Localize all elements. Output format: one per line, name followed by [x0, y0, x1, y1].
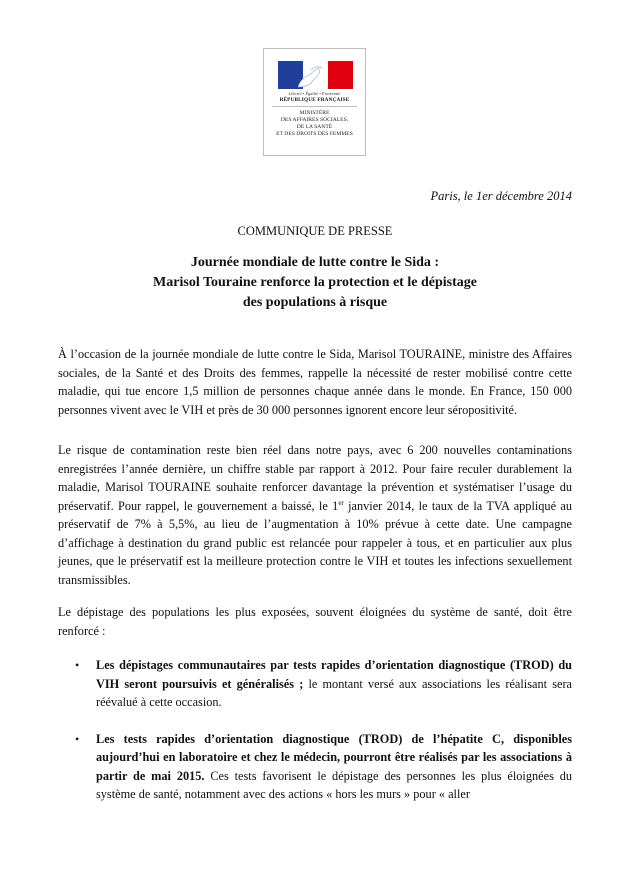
ministry-line: DE LA SANTÉ — [296, 124, 333, 131]
paragraph-intro: À l’occasion de la journée mondiale de lutte contre le Sida, Marisol TOURAINE, ministre des Affaires sociales, de la Santé et des Droits des femmes, rappelle la nécessité de rester mobilisé contre cette maladie, qui tue encore 1,5 million de personnes chaque année dans le monde. En France, 150 000 personnes vivent avec le VIH et près de 30 000 personnes ignorent encore leur séropositivité. — [58, 347, 572, 417]
title-line: Marisol Touraine renforce la protection et le dépistage — [153, 275, 477, 290]
paragraph-text: janvier 2014, le taux de la TVA appliqué au préservatif de 7% à 5,5%, au lieu de l’augmentation à 10% prévue à cette date. Une campagne d’affichage à destination du grand public est relancée pour rappeler à tous, et en particulier aux plus jeunes, que le préservatif est la meilleure protection contre le VIH et toutes les infections sexuellement transmissibles. — [58, 498, 572, 587]
list-item — [58, 730, 572, 804]
paragraph-contamination — [58, 441, 572, 589]
bullet-list — [58, 656, 572, 804]
press-release-kicker: COMMUNIQUE DE PRESSE — [237, 224, 393, 238]
ministry-name — [264, 110, 365, 138]
paragraph-screening: Le dépistage des populations les plus exposées, souvent éloignées du système de santé, doit être renforcé : — [58, 605, 572, 638]
republique-francaise-label: RÉPUBLIQUE FRANÇAISE — [279, 97, 350, 103]
title-line: des populations à risque — [242, 295, 388, 310]
paragraph-text: Le risque de contamination reste bien réel dans notre pays, avec 6 200 nouvelles contaminations enregistrées l’année dernière, un chiffre stable par rapport à 2012. Pour faire reculer durablement la maladie, Marisol TOURAINE souhaite renforcer davantage la prévention et systématiser l’usage du préservatif. Pour rappel, le gouvernement a baissé, le 1 — [58, 443, 572, 513]
logo-divider — [272, 106, 357, 107]
ministry-line: MINISTÈRE — [299, 110, 330, 116]
list-item — [58, 656, 572, 712]
superscript-er: er — [338, 498, 344, 507]
dateline: Paris, le 1er décembre 2014 — [430, 189, 572, 203]
ministry-line: ET DES DROITS DES FEMMES — [276, 131, 353, 138]
ministry-logo — [263, 48, 366, 156]
bullet-text: le montant versé aux associations les réalisant sera réévalué à cette occasion. — [96, 676, 572, 709]
bullet-marker: • — [75, 658, 80, 672]
bullet-marker: • — [75, 731, 80, 746]
bullet-bold-text: Les tests rapides d’orientation diagnostique (TROD) de l’hépatite C, disponibles aujourd’hui en laboratoire et chez le médecin, pourront être réalisés par les associations à partir de mai 2015. — [96, 731, 572, 783]
bullet-text: Ces tests favorisent le dépistage des personnes les plus éloignées du système de santé, notamment avec des actions « hors les murs » pour « aller — [96, 768, 572, 801]
page-title — [0, 253, 630, 313]
republic-motto: Liberté • Égalité • Fraternité — [288, 91, 341, 96]
bullet-bold-text: Les dépistages communautaires par tests rapides d’orientation diagnostique (TROD) du VIH seront poursuivis et généralisés ; — [96, 658, 572, 691]
title-line: Journée mondiale de lutte contre le Sida : — [190, 255, 440, 270]
marianne-flag-logo — [278, 61, 353, 89]
ministry-line: DES AFFAIRES SOCIALES, — [280, 117, 349, 124]
